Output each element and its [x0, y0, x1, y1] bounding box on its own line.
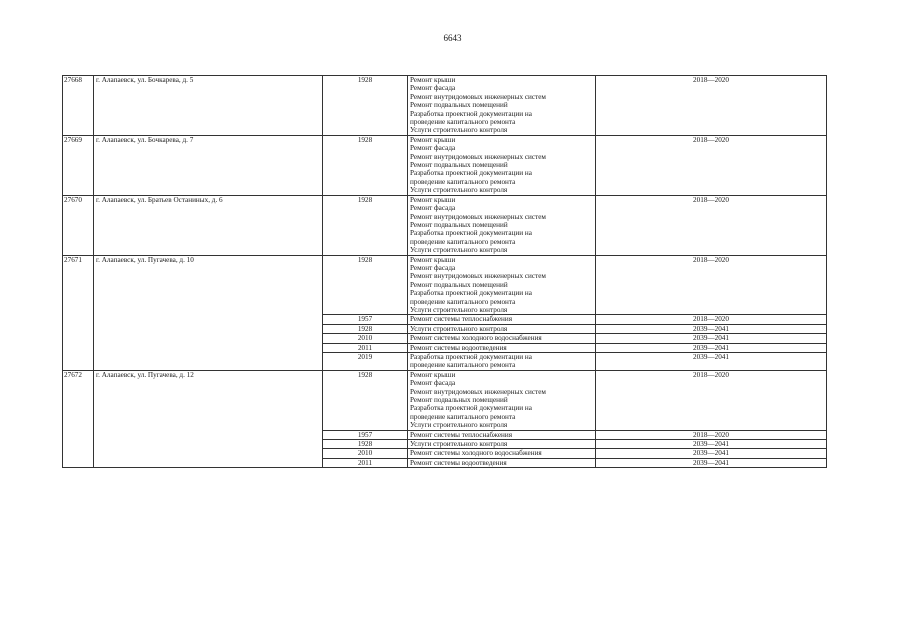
- repair-period-cell: 2018—2020: [596, 76, 827, 136]
- work-type-line: Услуги строительного контроля: [410, 305, 508, 314]
- address-cell: г. Алапаевск, ул. Пугачева, д. 12: [94, 370, 323, 467]
- work-type-cell: [408, 334, 596, 343]
- work-type-line: Ремонт крыши: [410, 195, 456, 204]
- year-cell: 2011: [323, 343, 408, 352]
- work-type-line: Ремонт системы водоотведения: [410, 458, 507, 467]
- work-type-line: Ремонт подвальных помещений: [410, 220, 508, 229]
- repair-period-cell: 2039—2041: [596, 334, 827, 343]
- work-type-line: Разработка проектной документации на: [410, 289, 532, 298]
- table-row: [63, 255, 827, 315]
- work-type-line: проведение капитального ремонта: [410, 297, 516, 306]
- address-cell: г. Алапаевск, ул. Бочкарева, д. 7: [94, 135, 323, 195]
- work-type-line: проведение капитального ремонта: [410, 412, 516, 421]
- table-row: [63, 370, 827, 430]
- page-number: 6643: [443, 33, 462, 43]
- work-type-line: Ремонт подвальных помещений: [410, 161, 508, 170]
- work-type-line: Разработка проектной документации на: [410, 353, 532, 361]
- work-type-line: Ремонт внутридомовых инженерных систем: [410, 92, 546, 101]
- work-type-line: Разработка проектной документации на: [410, 404, 532, 413]
- work-type-line: Ремонт внутридомовых инженерных систем: [410, 387, 546, 396]
- work-type-cell: [408, 255, 596, 315]
- row-number: 27670: [63, 195, 94, 255]
- year-cell: 2011: [323, 458, 408, 467]
- address-cell: г. Алапаевск, ул. Братьев Останиных, д. 6: [94, 195, 323, 255]
- work-type-line: Ремонт фасада: [410, 144, 456, 153]
- work-type-line: проведение капитального ремонта: [410, 177, 516, 186]
- work-type-line: Ремонт системы теплоснабжения: [410, 315, 513, 324]
- work-type-line: Ремонт крыши: [410, 255, 456, 264]
- work-type-line: Услуги строительного контроля: [410, 324, 508, 333]
- work-type-line: Ремонт системы теплоснабжения: [410, 430, 513, 439]
- repair-period-cell: 2018—2020: [596, 370, 827, 430]
- repair-period-cell: 2039—2041: [596, 449, 827, 458]
- work-type-cell: [408, 343, 596, 352]
- table-row: [63, 135, 827, 195]
- work-type-line: Разработка проектной документации на: [410, 109, 532, 118]
- work-type-line: Ремонт подвальных помещений: [410, 101, 508, 110]
- work-type-cell: [408, 440, 596, 449]
- address-cell: г. Алапаевск, ул. Бочкарева, д. 5: [94, 76, 323, 136]
- work-type-line: Услуги строительного контроля: [410, 246, 508, 255]
- work-type-line: проведение капитального ремонта: [410, 118, 516, 127]
- work-type-line: Ремонт внутридомовых инженерных систем: [410, 212, 546, 221]
- year-cell: 1928: [323, 440, 408, 449]
- repair-period-cell: 2039—2041: [596, 324, 827, 333]
- work-type-line: Услуги строительного контроля: [410, 421, 508, 430]
- year-cell: 1928: [323, 195, 408, 255]
- work-type-line: Ремонт крыши: [410, 370, 456, 379]
- work-type-line: Ремонт внутридомовых инженерных систем: [410, 272, 546, 281]
- work-type-cell: [408, 430, 596, 439]
- work-type-line: Ремонт системы холодного водоснабжения: [410, 334, 542, 343]
- work-type-line: Ремонт фасада: [410, 263, 456, 272]
- row-number: 27672: [63, 370, 94, 467]
- work-type-line: Ремонт системы водоотведения: [410, 343, 507, 352]
- work-type-line: Ремонт крыши: [410, 135, 456, 144]
- housing-repair-table: [62, 75, 827, 468]
- repair-period-cell: 2018—2020: [596, 255, 827, 315]
- work-type-line: Услуги строительного контроля: [410, 126, 508, 135]
- work-type-line: Услуги строительного контроля: [410, 186, 508, 195]
- repair-period-cell: 2039—2041: [596, 343, 827, 352]
- table-body: [63, 76, 827, 468]
- work-type-line: Ремонт подвальных помещений: [410, 396, 508, 405]
- work-type-cell: [408, 449, 596, 458]
- repair-period-cell: 2018—2020: [596, 430, 827, 439]
- work-type-line: проведение капитального ремонта: [410, 361, 516, 370]
- year-cell: 1957: [323, 430, 408, 439]
- repair-period-cell: 2018—2020: [596, 315, 827, 324]
- year-cell: 1928: [323, 324, 408, 333]
- work-type-cell: [408, 195, 596, 255]
- row-number: 27668: [63, 76, 94, 136]
- year-cell: 1928: [323, 255, 408, 315]
- work-type-cell: [408, 135, 596, 195]
- work-type-line: проведение капитального ремонта: [410, 237, 516, 246]
- work-type-cell: [408, 370, 596, 430]
- repair-period-cell: 2039—2041: [596, 440, 827, 449]
- year-cell: 1928: [323, 135, 408, 195]
- work-type-line: Ремонт внутридомовых инженерных систем: [410, 152, 546, 161]
- work-type-cell: [408, 353, 596, 371]
- row-number: 27671: [63, 255, 94, 370]
- work-type-line: Ремонт фасада: [410, 379, 456, 388]
- address-cell: г. Алапаевск, ул. Пугачева, д. 10: [94, 255, 323, 370]
- repair-period-cell: 2039—2041: [596, 353, 827, 371]
- year-cell: 2019: [323, 353, 408, 371]
- work-type-cell: [408, 76, 596, 136]
- year-cell: 2010: [323, 449, 408, 458]
- repair-period-cell: 2039—2041: [596, 458, 827, 467]
- year-cell: 1928: [323, 370, 408, 430]
- repair-period-cell: 2018—2020: [596, 135, 827, 195]
- repair-period-cell: 2018—2020: [596, 195, 827, 255]
- year-cell: 1957: [323, 315, 408, 324]
- year-cell: 2010: [323, 334, 408, 343]
- work-type-cell: [408, 324, 596, 333]
- work-type-line: Ремонт системы холодного водоснабжения: [410, 449, 542, 458]
- work-type-line: Разработка проектной документации на: [410, 229, 532, 238]
- work-type-line: Ремонт крыши: [410, 76, 456, 84]
- work-type-line: Услуги строительного контроля: [410, 440, 508, 449]
- work-type-cell: [408, 458, 596, 467]
- table-row: [63, 76, 827, 136]
- work-type-cell: [408, 315, 596, 324]
- year-cell: 1928: [323, 76, 408, 136]
- work-type-line: Ремонт фасада: [410, 204, 456, 213]
- table-row: [63, 195, 827, 255]
- work-type-line: Разработка проектной документации на: [410, 169, 532, 178]
- work-type-line: Ремонт фасада: [410, 84, 456, 93]
- row-number: 27669: [63, 135, 94, 195]
- work-type-line: Ремонт подвальных помещений: [410, 280, 508, 289]
